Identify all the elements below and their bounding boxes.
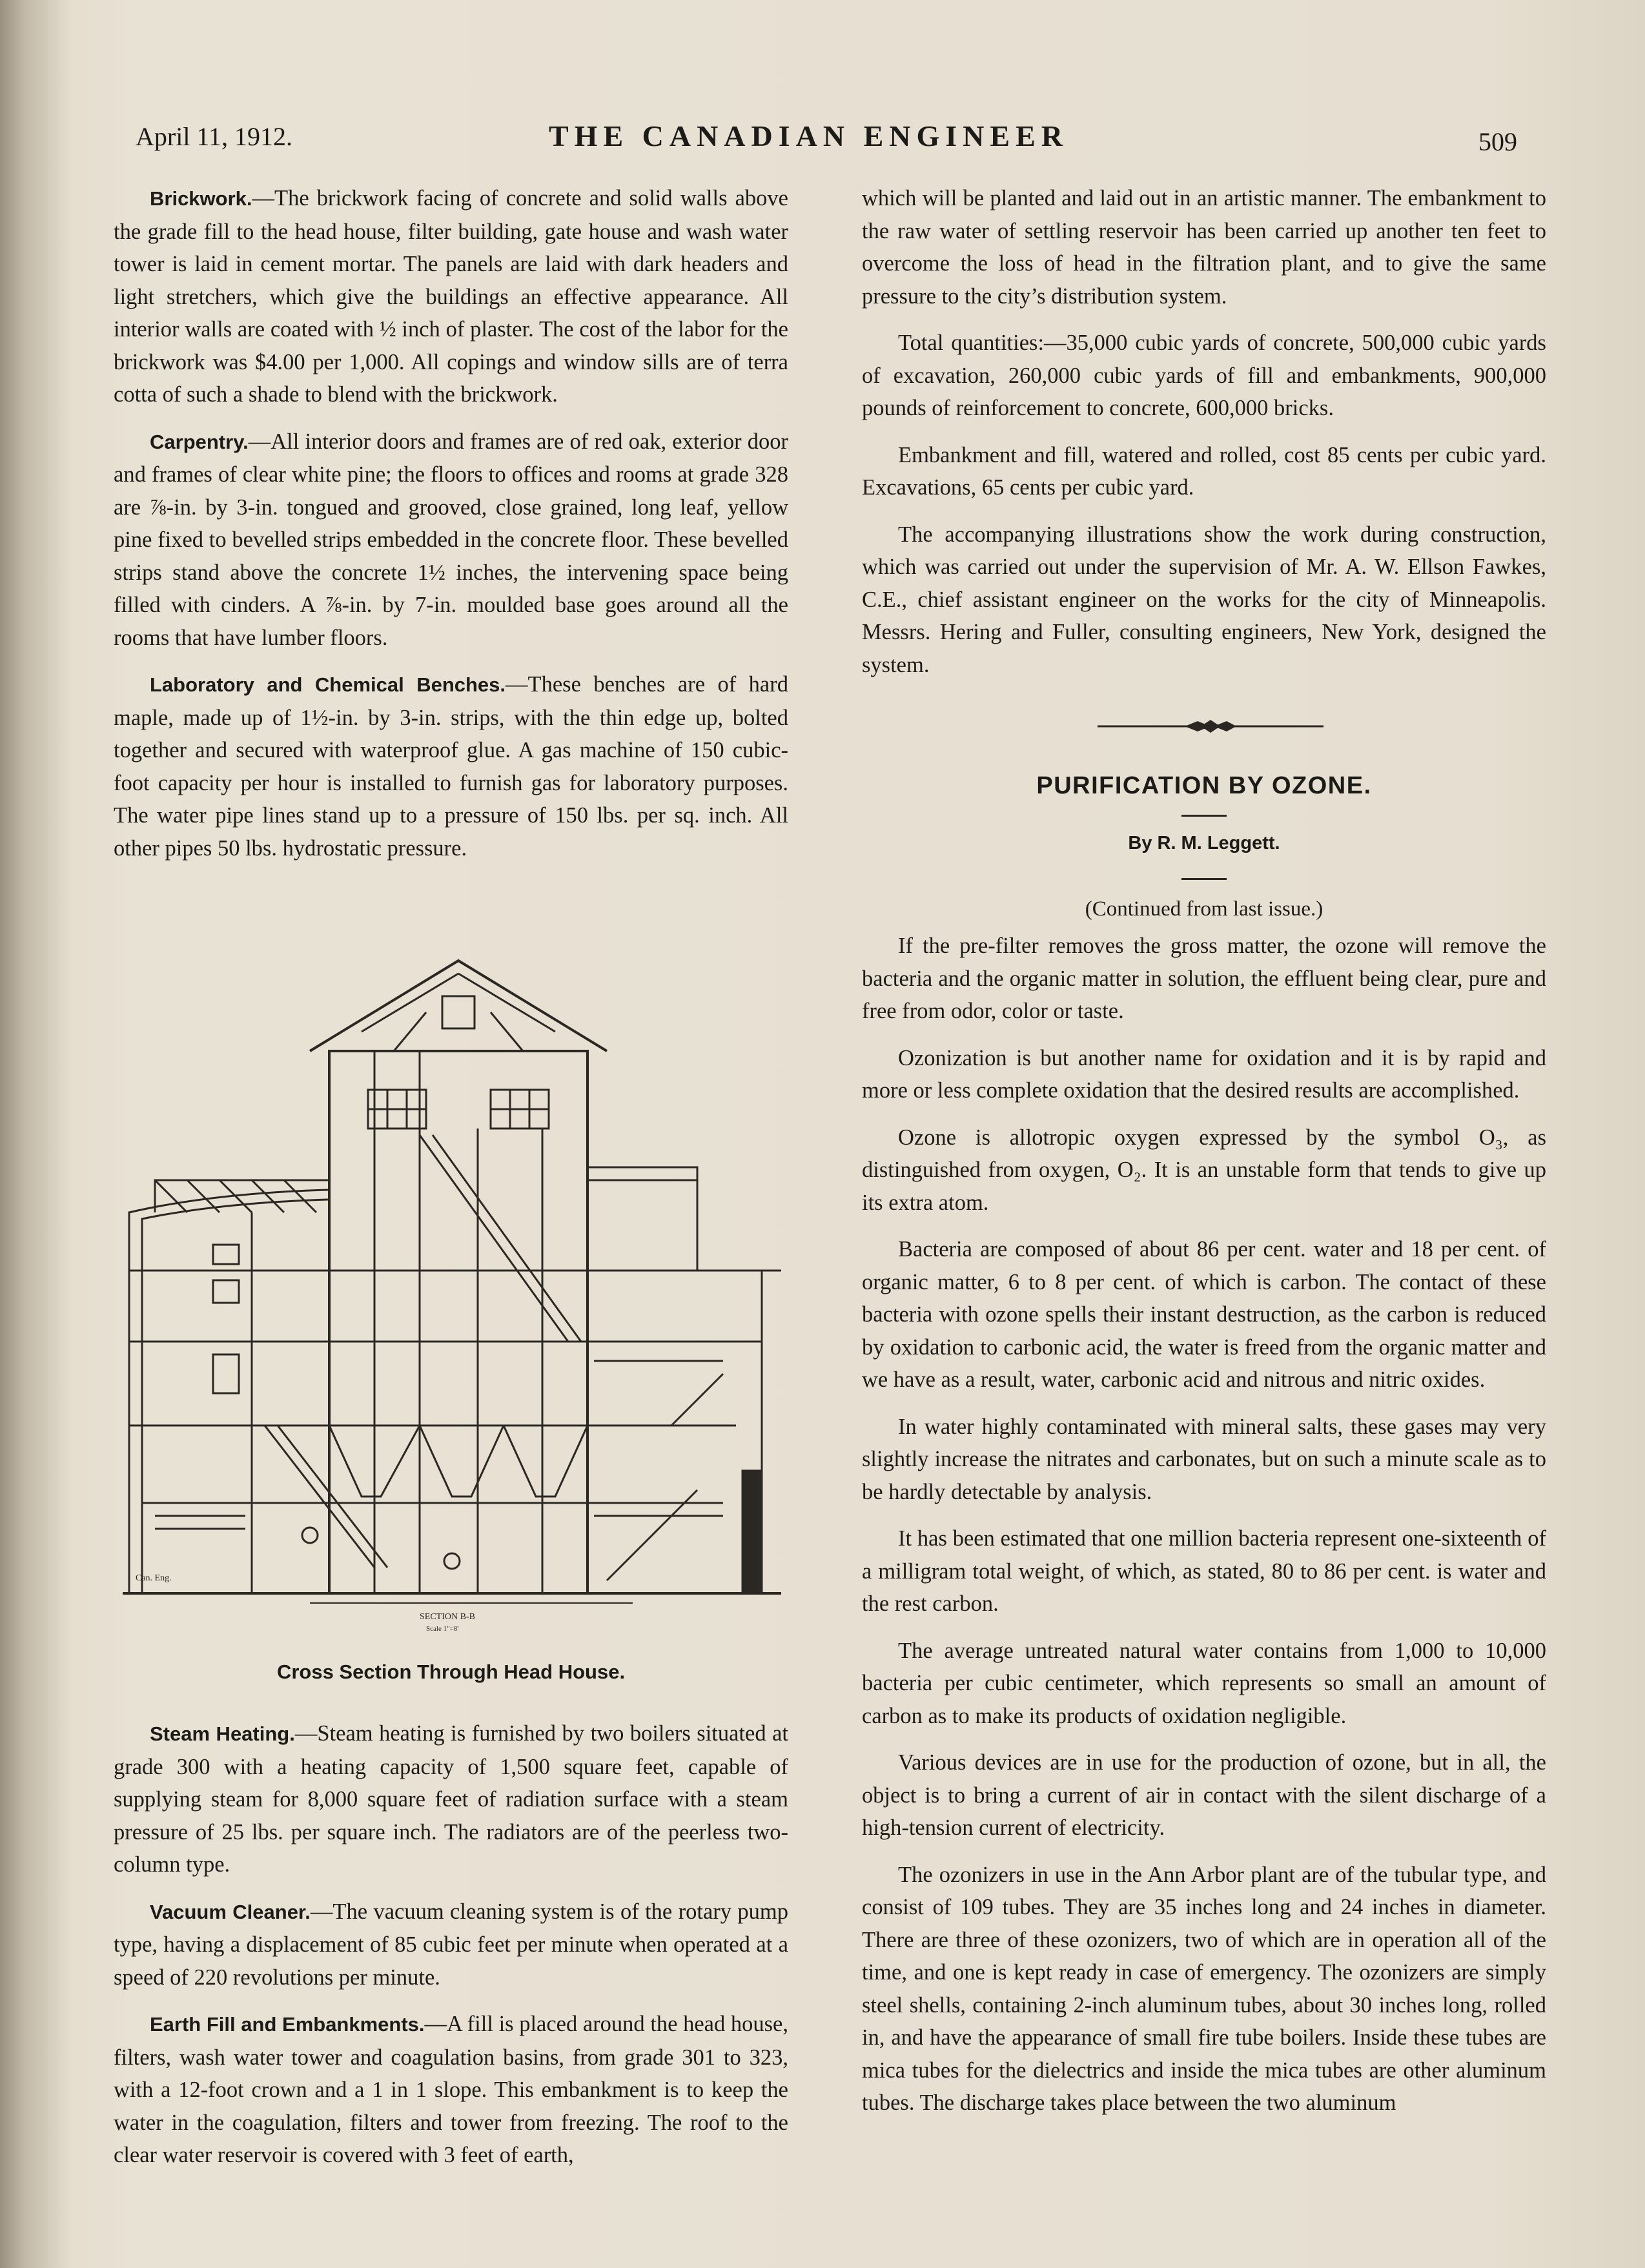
run-in-heading: Vacuum Cleaner. <box>150 1900 311 1923</box>
paragraph-steam-heating <box>114 1717 788 1881</box>
paragraph: Embankment and fill, watered and rolled, cost 85 cents per cubic yard. Excavations, 65 cents per cubic yard. <box>862 442 1546 500</box>
paragraph-vacuum-cleaner <box>114 1895 788 1994</box>
paragraph: Total quantities:—35,000 cubic yards of concrete, 500,000 cubic yards of excavation, 260,000 cubic yards of fill and embankments, 900,000 pounds of reinforcement to concrete, 600,000 bricks. <box>862 331 1546 420</box>
paragraph-text: —A fill is placed around the head house, filters, wash water tower and coagulation basins, from grade 301 to 323, with a 12-foot crown and a 1 in 1 slope. This embankment is to keep the water in the coagulation, filters and tower from freezing. The roof to the clear water reservoir is covered with 3 feet of earth, <box>114 2012 788 2167</box>
paragraph-carpentry <box>114 425 788 655</box>
title-rule <box>1181 815 1227 817</box>
section-label: SECTION B-B <box>420 1612 475 1622</box>
run-in-heading: Laboratory and Chemical Benches. <box>150 673 506 696</box>
paragraph-text: —The vacuum cleaning system is of the rotary pump type, having a displacement of 85 cubic feet per minute when operated at a speed of 220 revolutions per minute. <box>114 1899 789 1990</box>
paragraph: Ozonization is but another name for oxidation and it is by rapid and more or less complete oxidation that the desired results are accomplished. <box>862 1045 1546 1103</box>
page-header <box>136 115 1556 167</box>
left-column-bottom <box>114 1717 788 2186</box>
head-house-cross-section <box>116 935 788 1639</box>
figure-caption: Cross Section Through Head House. <box>276 1660 626 1683</box>
run-in-heading: Earth Fill and Embankments. <box>150 2013 425 2036</box>
scale-label: Scale 1"=8' <box>426 1625 459 1633</box>
page-number: 509 <box>1478 127 1517 156</box>
article-byline: By R. M. Leggett. <box>1128 833 1280 853</box>
paragraph: The average untreated natural water contains from 1,000 to 10,000 bacteria per cubic centimeter, which represents so small an amount of carbon as to make its products of oxidation negligible. <box>862 1638 1546 1728</box>
continued-note: (Continued from last issue.) <box>1085 897 1323 921</box>
paragraph-text: —The brickwork facing of concrete and solid walls above the grade fill to the head house, filter building, gate house and wash water tower is laid in cement mortar. The panels are laid with dark headers and light stretchers, which give the buildings an effective appearance. All interior walls are coated with ½ inch of plaster. The cost of the labor for the brickwork was $4.00 per 1,000. All copings and window sills are of terra cotta of such a shade to blend with the brickwork. <box>114 186 788 407</box>
paragraph: The accompanying illustrations show the work during construction, which was carried out under the supervision of Mr. A. W. Ellson Fawkes, C.E., chief assistant engineer on the works for the city of Minneapolis. Messrs. Hering and Fuller, consulting engineers, New York, designed the system. <box>862 522 1546 677</box>
right-column-top <box>862 182 1546 695</box>
byline-rule <box>1181 878 1227 880</box>
paragraph-text: —All interior doors and frames are of red oak, exterior door and frames of clear white pine; the floors to offices and rooms at grade 328 are ⅞-in. by 3-in. tongued and grooved, close grained, long leaf, yellow pine fixed to bevelled strips embedded in the concrete floor. These bevelled strips stand above the concrete 1½ inches, the intervening space being filled with cinders. A ⅞-in. by 7-in. moulded base goes around all the rooms that have lumber floors. <box>114 429 788 650</box>
left-column-top <box>114 182 788 879</box>
paragraph-earth-fill <box>114 2008 788 2172</box>
binding-shadow <box>0 0 71 2268</box>
issue-date: April 11, 1912. <box>136 122 292 151</box>
paragraph: which will be planted and laid out in an artistic manner. The embankment to the raw water of settling reservoir has been carried up another ten feet to overcome the loss of head in the filtration plant, and to give the same pressure to the city’s distribution system. <box>862 186 1546 309</box>
run-in-heading: Carpentry. <box>150 430 249 453</box>
paragraph-laboratory <box>114 668 788 864</box>
paragraph: Ozone is allotropic oxygen expressed by the symbol O₃, as distinguished from oxygen, O₂. It is an unstable form that tends to give up its extra atom. <box>862 1125 1546 1215</box>
cross-section-drawing <box>116 935 788 1639</box>
paragraph: It has been estimated that one million bacteria represent one-sixteenth of a milligram total weight, of which, as stated, 80 to 86 per cent. is water and the rest carbon. <box>862 1526 1546 1616</box>
journal-title: THE CANADIAN ENGINEER <box>549 119 1068 152</box>
paragraph-brickwork <box>114 182 788 411</box>
paragraph: Bacteria are composed of about 86 per cent. water and 18 per cent. of organic matter, 6 to 8 per cent. of which is carbon. The contact of these bacteria with ozone spells their instant destruction, as the carbon is reduced by oxidation to carbonic acid, the water is freed from the organic matter and we have as a result, water, carbonic acid and nitrous and nitric oxides. <box>862 1237 1546 1392</box>
paragraph-text: —Steam heating is furnished by two boilers situated at grade 300 with a heating capacity of 1,500 square feet, capable of supplying steam for 8,000 square feet of radiation surface with a steam pressure of 25 lbs. per square inch. The radiators are of the peerless two-column type. <box>114 1721 788 1877</box>
article-title: PURIFICATION BY OZONE. <box>1036 772 1372 799</box>
article-body <box>862 930 1546 2134</box>
paragraph: Various devices are in use for the production of ozone, but in all, the object is to bring a current of air in contact with the silent discharge of a high-tension current of electricity. <box>862 1750 1546 1840</box>
paragraph: In water highly contaminated with mineral salts, these gases may very slightly increase the nitrates and carbonates, but on such a minute scale as to be hardly detectable by analysis. <box>862 1414 1546 1504</box>
stamp-label: Can. Eng. <box>136 1573 172 1583</box>
paragraph: The ozonizers in use in the Ann Arbor plant are of the tubular type, and consist of 109 tubes. They are 35 inches long and 24 inches in diameter. There are three of these ozonizers, two of which are in operation all of the time, and one is kept ready in case of emergency. The ozonizers are simply steel shells, containing 2-inch aluminum tubes, about 30 inches long, rolled in, and have the appearance of small fire tube boilers. Inside these tubes are mica tubes for the dielectrics and inside the mica tubes are other aluminum tubes. The discharge takes place between the two aluminum <box>862 1862 1546 2115</box>
paragraph-text: —These benches are of hard maple, made up of 1½-in. by 3-in. strips, with the thin edge up, bolted together and secured with waterproof glue. A gas machine of 150 cubic-foot capacity per hour is installed to furnish gas for laboratory purposes. The water pipe lines stand up to a pressure of 150 lbs. per sq. inch. All other pipes 50 lbs. hydrostatic pressure. <box>114 672 788 861</box>
paragraph: If the pre-filter removes the gross matter, the ozone will remove the bacteria and the organic matter in solution, the effluent being clear, pure and free from odor, color or taste. <box>862 934 1546 1023</box>
section-divider-ornament <box>1098 717 1323 736</box>
run-in-heading: Steam Heating. <box>150 1722 295 1745</box>
run-in-heading: Brickwork. <box>150 187 252 210</box>
